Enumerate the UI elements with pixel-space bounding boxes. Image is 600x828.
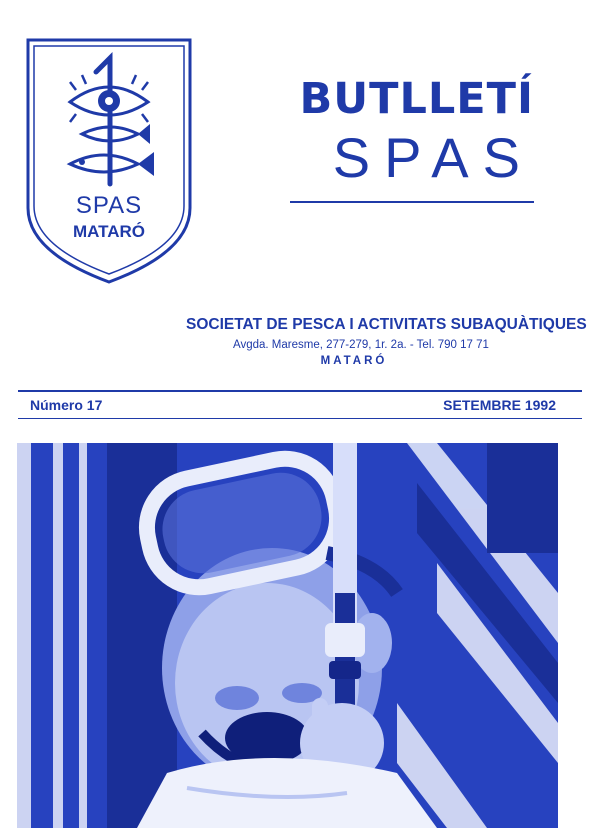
logo-text-spas: SPAS [75, 192, 143, 219]
society-name: SOCIETAT DE PESCA I ACTIVITATS SUBAQUÀTIQUES [186, 316, 587, 333]
society-address: Avgda. Maresme, 277-279, 1r. 2a. - Tel. 790 17 71 [233, 339, 489, 351]
bulletin-subtitle: SPAS [332, 126, 534, 189]
society-city: MATARÓ [320, 355, 388, 367]
bulletin-title: BUTLLETÍ [299, 74, 534, 124]
issue-band-top-rule [18, 390, 582, 392]
issue-band-bottom-rule [18, 418, 582, 419]
issue-number: Número 17 [30, 397, 103, 413]
logo-text-mataro: MATARÓ [72, 222, 146, 241]
spas-shield-logo [26, 38, 192, 284]
issue-date: SETEMBRE 1992 [443, 397, 556, 413]
title-underline [290, 201, 534, 203]
cover-photo-child-with-snorkel-mask [17, 443, 558, 828]
